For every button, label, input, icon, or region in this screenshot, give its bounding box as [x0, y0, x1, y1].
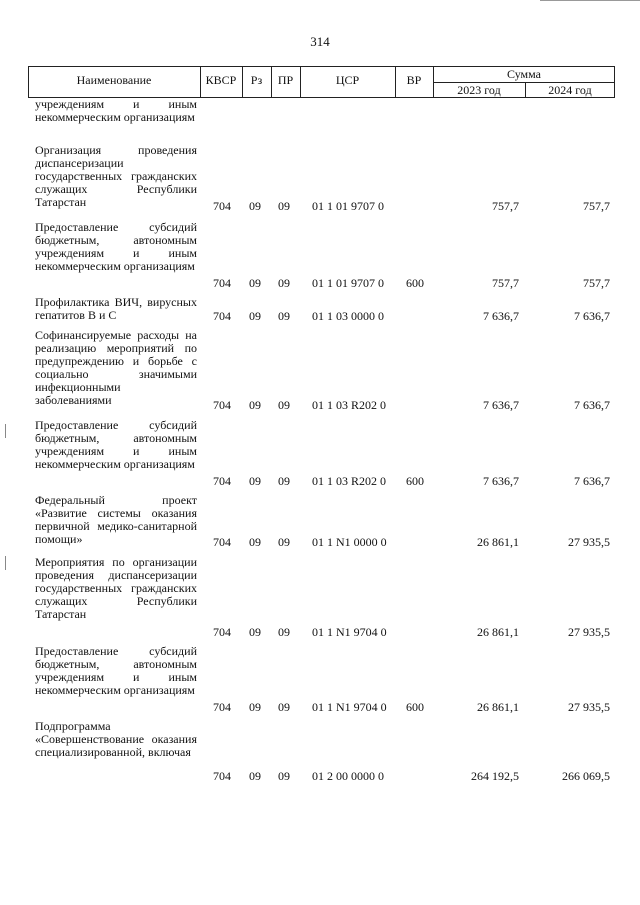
- header-sum: Сумма: [507, 67, 541, 81]
- row-sum-2024: 7 636,7: [574, 474, 610, 488]
- header-name: Наименование: [76, 73, 152, 87]
- row-csr: 01 1 N1 9704 0: [312, 700, 387, 714]
- row-kvsr: 704: [213, 769, 231, 783]
- row-vr: 600: [406, 474, 424, 488]
- row-pr: 09: [278, 199, 290, 213]
- row-rz: 09: [249, 398, 261, 412]
- row-name: Мероприятия по организации проведения диспансеризации государственных гражданских служащих Республики Татарстан: [35, 555, 197, 621]
- row-sum-2023: 26 861,1: [477, 700, 519, 714]
- header-kvsr: КВСР: [205, 73, 237, 87]
- row-name: Профилактика ВИЧ, вирусных гепатитов В и С: [35, 295, 197, 322]
- row-csr: 01 1 01 9707 0: [312, 199, 384, 213]
- header-vr: ВР: [406, 73, 422, 87]
- row-kvsr: 704: [213, 535, 231, 549]
- row-sum-2024: 7 636,7: [574, 398, 610, 412]
- row-name: Предоставление субсидий бюджетным, автономным учреждениям и иным некоммерческим организациям: [35, 220, 197, 273]
- row-kvsr: 704: [213, 625, 231, 639]
- row-sum-2023: 7 636,7: [483, 398, 519, 412]
- scan-mark: [5, 556, 6, 570]
- scan-mark: [540, 0, 640, 1]
- row-sum-2023: 264 192,5: [471, 769, 519, 783]
- row-sum-2024: 27 935,5: [568, 535, 610, 549]
- row-sum-2023: 757,7: [492, 199, 519, 213]
- row-sum-2024: 27 935,5: [568, 625, 610, 639]
- row-name: Федеральный проект «Развитие системы оказания первичной медико-санитарной помощи»: [35, 493, 197, 546]
- row-sum-2023: 7 636,7: [483, 474, 519, 488]
- row-rz: 09: [249, 700, 261, 714]
- row-kvsr: 704: [213, 309, 231, 323]
- row-pr: 09: [278, 700, 290, 714]
- row-pr: 09: [278, 769, 290, 783]
- row-name: Подпрограмма «Совершенствование оказания специализированной, включая: [35, 719, 197, 759]
- row-kvsr: 704: [213, 398, 231, 412]
- row-name: Софинансируемые расходы на реализацию мероприятий по предупреждению и борьбе с социально значимыми инфекционными заболеваниями: [35, 328, 197, 407]
- header-2023: 2023 год: [457, 83, 501, 97]
- row-rz: 09: [249, 199, 261, 213]
- row-rz: 09: [249, 769, 261, 783]
- row-rz: 09: [249, 474, 261, 488]
- row-name: Организация проведения диспансеризации государственных гражданских служащих Республики Татарстан: [35, 143, 197, 209]
- row-name: Предоставление субсидий бюджетным, автономным учреждениям и иным некоммерческим организациям: [35, 644, 197, 697]
- page-number: 314: [310, 34, 330, 49]
- row-pr: 09: [278, 625, 290, 639]
- row-sum-2024: 27 935,5: [568, 700, 610, 714]
- row-sum-2023: 26 861,1: [477, 625, 519, 639]
- row-sum-2024: 266 069,5: [562, 769, 610, 783]
- header-rz: Рз: [250, 73, 263, 87]
- row-csr: 01 1 03 0000 0: [312, 309, 384, 323]
- row-pr: 09: [278, 398, 290, 412]
- row-pr: 09: [278, 535, 290, 549]
- row-sum-2023: 757,7: [492, 276, 519, 290]
- row-rz: 09: [249, 276, 261, 290]
- row-sum-2024: 757,7: [583, 199, 610, 213]
- row-kvsr: 704: [213, 700, 231, 714]
- row-kvsr: 704: [213, 199, 231, 213]
- row-sum-2024: 7 636,7: [574, 309, 610, 323]
- row-pr: 09: [278, 276, 290, 290]
- row-csr: 01 1 01 9707 0: [312, 276, 384, 290]
- header-2024: 2024 год: [548, 83, 592, 97]
- row-name: Предоставление субсидий бюджетным, автономным учреждениям и иным некоммерческим организациям: [35, 418, 197, 471]
- scan-mark: [5, 424, 6, 438]
- row-pr: 09: [278, 474, 290, 488]
- row-sum-2023: 26 861,1: [477, 535, 519, 549]
- row-sum-2023: 7 636,7: [483, 309, 519, 323]
- header-pr: ПР: [277, 73, 294, 87]
- row-kvsr: 704: [213, 276, 231, 290]
- row-kvsr: 704: [213, 474, 231, 488]
- row-pr: 09: [278, 309, 290, 323]
- row-csr: 01 2 00 0000 0: [312, 769, 384, 783]
- row-csr: 01 1 N1 9704 0: [312, 625, 387, 639]
- row-rz: 09: [249, 309, 261, 323]
- row-rz: 09: [249, 535, 261, 549]
- row-csr: 01 1 03 R202 0: [312, 474, 387, 488]
- row-sum-2024: 757,7: [583, 276, 610, 290]
- row-vr: 600: [406, 276, 424, 290]
- row-name: учреждениям и иным некоммерческим организациям: [35, 97, 197, 124]
- header-csr: ЦСР: [335, 73, 360, 87]
- row-rz: 09: [249, 625, 261, 639]
- row-csr: 01 1 N1 0000 0: [312, 535, 387, 549]
- row-csr: 01 1 03 R202 0: [312, 398, 387, 412]
- row-vr: 600: [406, 700, 424, 714]
